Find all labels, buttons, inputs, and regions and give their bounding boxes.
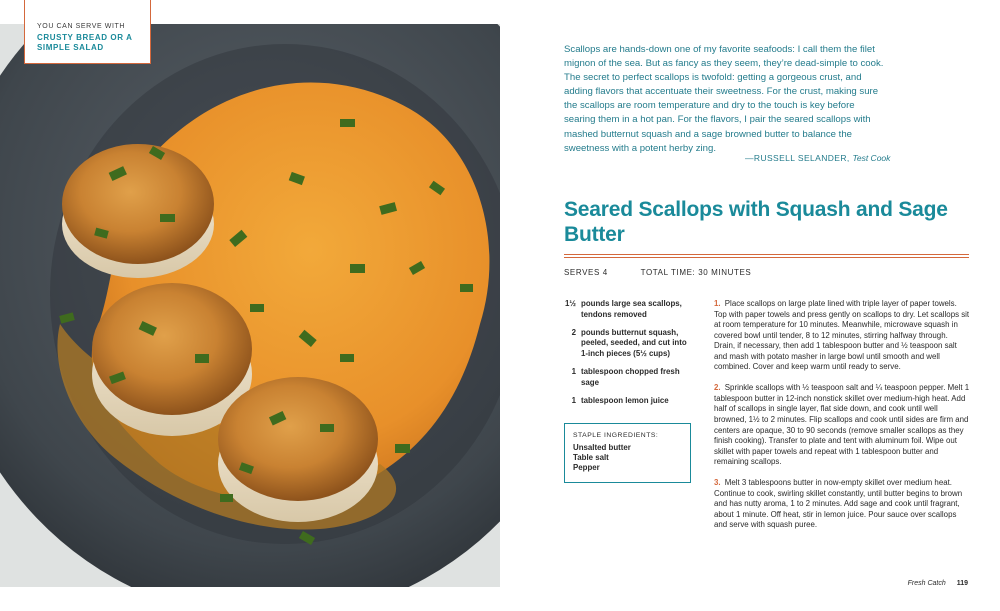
ingredient-text: tablespoon lemon juice <box>581 395 669 405</box>
ingredient-quantity: 1½ <box>565 299 576 308</box>
title-divider <box>564 254 969 255</box>
ingredient-item <box>564 299 694 320</box>
step-text: Melt 3 tablespoons butter in now-empty skillet over medium heat. Continue to cook, swirling skillet constantly, until butter begins to brown and has nutty aroma, 1 to 2 minutes. Add sage and cook until fragrant, about 1 minute. Off heat, stir in lemon juice. Pour sauce over scallops and serve with squash puree. <box>714 478 963 530</box>
page-footer <box>908 580 968 587</box>
step-number: 1. <box>714 299 721 308</box>
ingredient-text: pounds large sea scallops, tendons removed <box>581 299 682 319</box>
step-number: 2. <box>714 383 721 393</box>
ingredient-quantity: 1 <box>571 395 576 405</box>
method-step <box>714 478 971 531</box>
intro-paragraph: Scallops are hands-down one of my favorite seafoods: I call them the filet mignon of the sea. But as fancy as they seem, they’re dead-simple to cook. The secret to perfect scallops is twofold: getting a gorgeous crust, and adding flavors that accentuate their sweetness. For the crust, making sure the scallops are room temperature and dry to the touch is key before searing them in a hot pan. For the flavors, I pair the seared scallops with mashed butternut squash and a sage browned butter to balance the sweetness with a potent herby zing. <box>564 44 884 154</box>
recipe-title: Seared Scallops with Squash and Sage Butter <box>564 198 948 246</box>
step-text: Place scallops on large plate lined with triple layer of paper towels. Top with paper towels and press gently on scallops to dry. Let scallops sit at room temperature for 10 minutes. Meanwhile, microwave squash in covered bowl until tender, 8 to 12 minutes, stirring halfway through. Drain, if necessary, then add 1 tablespoon butter and ½ teaspoon salt and mash with potato masher in large bowl until smooth and well combined. Cover and keep warm until ready to serve. <box>714 299 970 372</box>
attribution-author: —RUSSELL SELANDER, <box>745 153 850 163</box>
ingredient-quantity: 1 <box>571 366 576 376</box>
serve-with-kicker: YOU CAN SERVE WITH <box>37 23 126 30</box>
ingredient-item <box>564 367 694 388</box>
ingredient-text: tablespoon chopped fresh sage <box>581 366 680 387</box>
page-number: 119 <box>956 580 968 587</box>
staple-item: Table salt <box>573 452 609 462</box>
attribution-role: Test Cook <box>852 153 891 163</box>
staple-ingredients-heading: STAPLE INGREDIENTS: <box>573 432 659 439</box>
serves: SERVES 4 <box>564 268 608 277</box>
serve-with-text: CRUSTY BREAD OR A SIMPLE SALAD <box>37 33 133 52</box>
method-step <box>714 299 971 373</box>
recipe-photo <box>0 24 500 587</box>
title-divider <box>564 257 969 258</box>
recipe-meta <box>564 268 751 277</box>
method-steps <box>714 299 971 541</box>
staple-item: Unsalted butter <box>573 443 631 452</box>
step-text: Sprinkle scallops with ½ teaspoon salt and ¼ teaspoon pepper. Melt 1 tablespoon butter in 12-inch nonstick skillet over medium-high heat. Add half of scallops in single layer, flat side down, and cook until well browned, 1½ to 2 minutes. Flip scallops and cook until sides are firm and centers are opaque, 30 to 90 seconds (remove smaller scallops as they finish cooking). Transfer to plate and tent with aluminum foil. Wipe out skillet with paper towels and repeat with 1 tablespoon butter and remaining scallops. <box>714 383 970 467</box>
ingredient-text: pounds butternut squash, peeled, seeded, and cut into 1-inch pieces (5½ cups) <box>581 327 687 358</box>
ingredient-list <box>564 299 694 414</box>
ingredient-item <box>564 328 694 360</box>
step-number: 3. <box>714 478 721 488</box>
staple-ingredients-list <box>573 443 682 472</box>
staple-ingredients-box <box>564 423 691 483</box>
total-time: TOTAL TIME: 30 MINUTES <box>640 268 752 277</box>
serve-with-callout <box>24 0 151 64</box>
intro-attribution <box>745 153 890 163</box>
method-step <box>714 383 971 467</box>
scallop <box>218 377 378 522</box>
scallops-plate-illustration <box>0 24 500 587</box>
section-name: Fresh Catch <box>907 580 946 587</box>
staple-item: Pepper <box>573 462 600 472</box>
ingredient-item <box>564 396 694 407</box>
ingredient-quantity: 2 <box>571 327 576 337</box>
scallop <box>62 144 214 278</box>
